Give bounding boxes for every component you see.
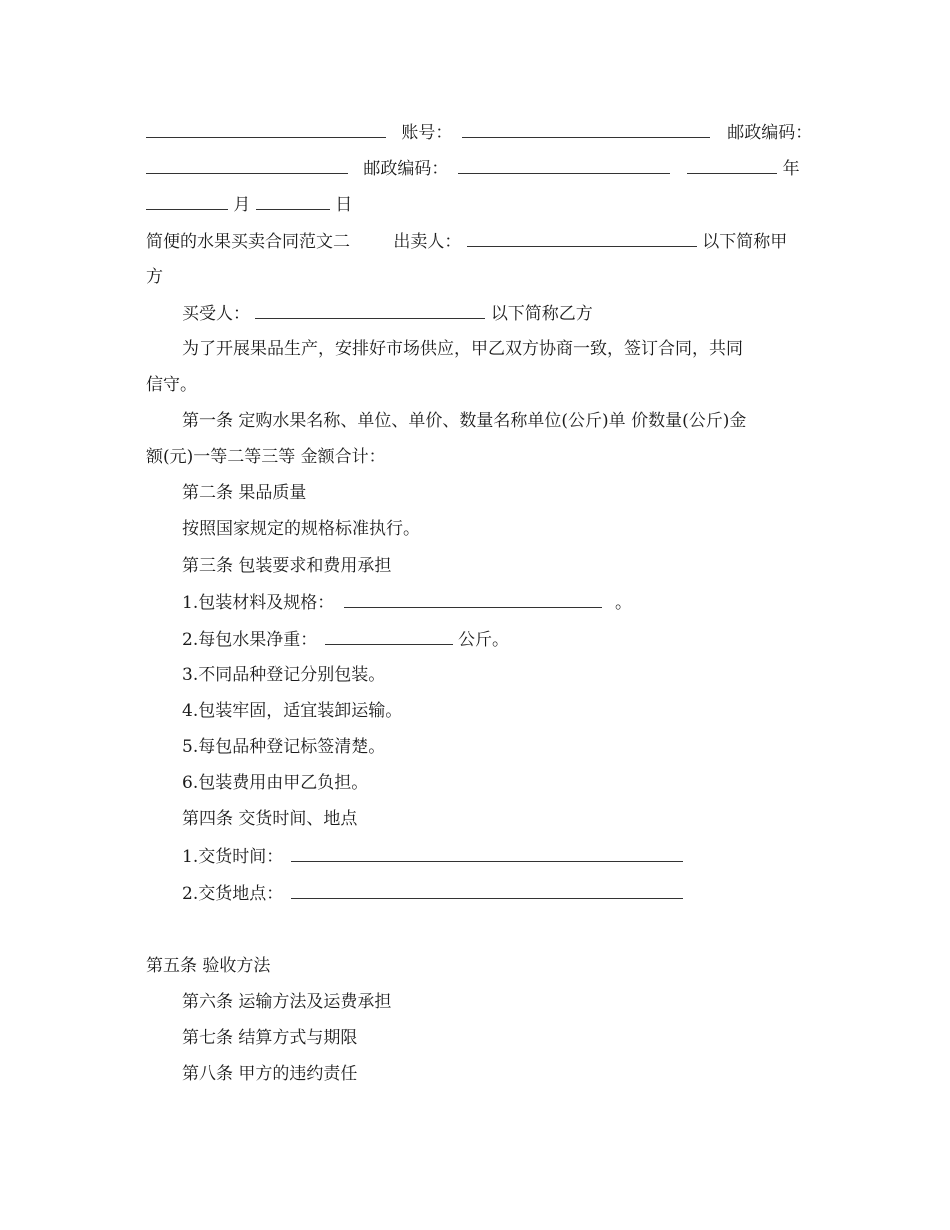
article-3-item-4: 4.包装牢固，适宜装卸运输。: [182, 701, 403, 721]
intro-line-1: 为了开展果品生产，安排好市场供应，甲乙双方协商一致，签订合同，共同: [182, 339, 743, 359]
net-weight-label: 2.每包水果净重：: [182, 630, 318, 650]
blank-field: [146, 157, 348, 174]
net-weight-unit: 公斤。: [458, 630, 510, 650]
account-label: 账号：: [401, 123, 453, 143]
article-3-item-1: [182, 591, 632, 614]
postcode-blank: [458, 157, 670, 174]
delivery-time-blank: [291, 845, 683, 862]
article-2-text: 按照国家规定的规格标准执行。: [182, 519, 420, 539]
title-seller-row: [146, 230, 787, 253]
buyer-row: [182, 302, 593, 325]
buyer-blank: [255, 302, 485, 319]
packaging-material-label: 1.包装材料及规格：: [182, 593, 335, 613]
blank-field: [146, 121, 386, 138]
article-3-item-6: 6.包装费用由甲乙负担。: [182, 773, 369, 793]
buyer-label: 买受人：: [182, 304, 250, 324]
seller-suffix-wrap: 方: [146, 267, 163, 287]
day-blank: [256, 193, 330, 210]
postcode-label-2: 邮政编码：: [363, 159, 449, 179]
day-label: 日: [335, 195, 353, 215]
year-label: 年: [782, 159, 800, 179]
article-1-line-1: 第一条 定购水果名称、单位、单价、数量名称单位(公斤)单 价数量(公斤)金: [182, 411, 747, 431]
seller-blank: [467, 230, 697, 247]
item-1-end: 。: [615, 593, 633, 613]
article-3-item-3: 3.不同品种登记分别包装。: [182, 665, 386, 685]
article-7-title: 第七条 结算方式与期限: [182, 1028, 358, 1048]
month-blank: [146, 193, 228, 210]
date-row: [146, 193, 352, 216]
article-3-item-5: 5.每包品种登记标签清楚。: [182, 737, 386, 757]
net-weight-blank: [325, 628, 453, 645]
packaging-material-blank: [344, 591, 602, 608]
article-2-title: 第二条 果品质量: [182, 483, 307, 503]
document-title: 简便的水果买卖合同范文二: [146, 232, 350, 252]
postcode-label: 邮政编码：: [727, 123, 813, 143]
article-3-title: 第三条 包装要求和费用承担: [182, 556, 392, 576]
article-4-item-1: [182, 845, 683, 868]
account-blank: [462, 121, 710, 138]
account-row: [146, 121, 812, 144]
article-4-item-2: [182, 882, 683, 905]
article-5-title: 第五条 验收方法: [146, 956, 271, 976]
seller-suffix: 以下简称甲: [702, 232, 788, 252]
delivery-time-label: 1.交货时间：: [182, 847, 284, 867]
intro-line-2: 信守。: [146, 375, 197, 395]
seller-label: 出卖人：: [393, 232, 462, 252]
postcode-row: [146, 157, 800, 180]
month-label: 月: [233, 195, 251, 215]
buyer-suffix: 以下简称乙方: [490, 304, 593, 324]
delivery-place-blank: [291, 882, 683, 899]
article-8-title: 第八条 甲方的违约责任: [182, 1064, 358, 1084]
article-4-title: 第四条 交货时间、地点: [182, 809, 358, 829]
article-6-title: 第六条 运输方法及运费承担: [182, 992, 392, 1012]
year-blank: [687, 157, 777, 174]
article-3-item-2: [182, 628, 509, 651]
article-1-line-2: 额(元)一等二等三等 金额合计：: [146, 447, 386, 467]
delivery-place-label: 2.交货地点：: [182, 884, 284, 904]
